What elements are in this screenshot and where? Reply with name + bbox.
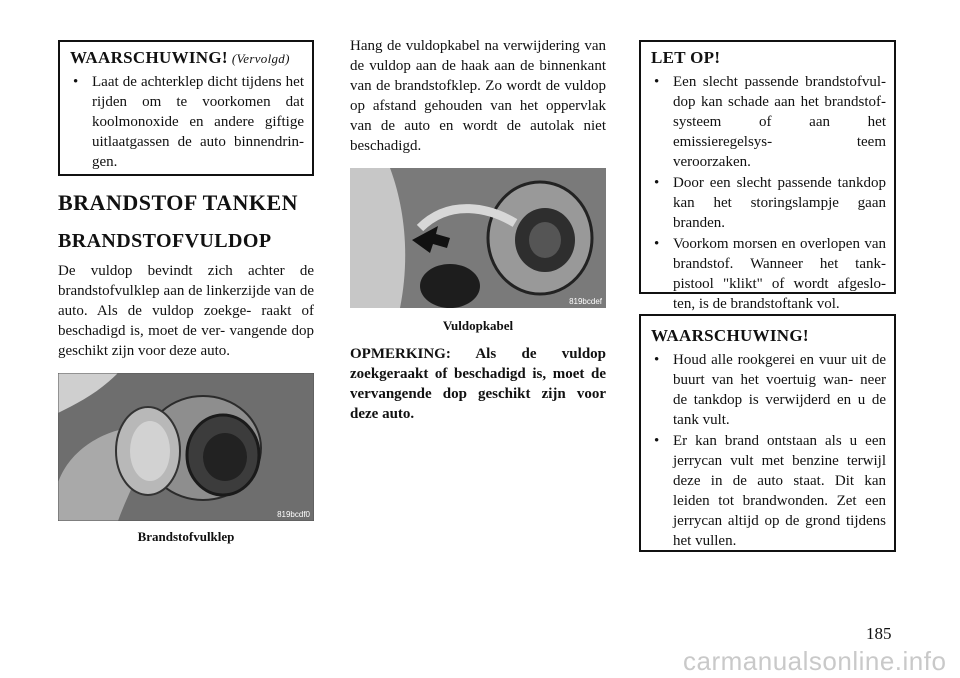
continued-label: (Vervolgd)	[231, 51, 290, 66]
body-paragraph: Hang de vuldopkabel na verwijdering van de vuldop aan de haak aan de binnenkant van de brandstofklep. Zo wordt de vuldop op afstand gehouden van het oppervlak van de auto en wordt de autolak niet beschadigd.	[350, 38, 606, 154]
warning-item: • Er kan brand ontstaan als u een jerrycan vult met benzine terwijl deze in de auto staat. Dit kan leiden tot brandwonden. Zet een jerrycan altijd op de grond tijdens het vullen.	[651, 431, 886, 551]
warning-title: WAARSCHUWING! (Vervolgd)	[70, 48, 290, 67]
caution-item: • Door een slecht passende tankdop kan het storingslampje gaan branden.	[651, 173, 886, 233]
page-number: 185	[866, 624, 892, 643]
warning-title: WAARSCHUWING!	[651, 326, 809, 345]
figure-fuel-cap-tether	[350, 168, 606, 308]
fuel-cap-tether-illustration	[350, 168, 606, 308]
figure-code: 819bcdef	[569, 297, 602, 306]
column-3	[639, 40, 896, 552]
warning-box-continued	[58, 40, 314, 176]
column-2	[350, 36, 606, 424]
figure-caption: Brandstofvulklep	[137, 529, 235, 544]
figure-code: 819bcdf0	[277, 510, 310, 519]
note-paragraph: OPMERKING: Als de vuldop zoekgeraakt of beschadigd is, moet de vervangende dop geschikt zijn voor deze auto.	[350, 346, 606, 422]
warning-box	[639, 314, 896, 552]
body-paragraph: De vuldop bevindt zich achter de brandstofvulklep aan de linkerzijde van de auto. Als de vuldop zoekge- raakt of beschadigd is, moet de ver- vangende dop geschikt zijn voor deze auto.	[58, 263, 314, 359]
subsection-heading: BRANDSTOFVULDOP	[58, 230, 272, 252]
caution-item: • Voorkom morsen en overlopen van brandstof. Wanneer het tank- pistool "klikt" of wordt afgeslo- ten, is de brandstoftank vol.	[651, 234, 886, 314]
caution-item: • Een slecht passende brandstofvul- dop kan schade aan het brandstof- systeem of aan het emissieregelsys- teem veroorzaken.	[651, 72, 886, 172]
caution-box	[639, 40, 896, 312]
column-1	[58, 40, 314, 545]
fuel-door-illustration	[58, 373, 314, 521]
figure-caption: Vuldopkabel	[442, 318, 514, 333]
figure-fuel-door	[58, 373, 314, 521]
section-heading: BRANDSTOF TANKEN	[58, 190, 299, 215]
warning-item: • Houd alle rookgerei en vuur uit de buurt van het voertuig wan- neer de tankdop is verwijderd en u de tank vult.	[651, 350, 886, 430]
caution-title: LET OP!	[651, 48, 721, 67]
warning-item: • Laat de achterklep dicht tijdens het rijden om te voorkomen dat koolmonoxide en andere giftige uitlaatgassen de auto binnendrin- gen.	[70, 72, 304, 172]
footer-watermark: carmanualsonline.info	[683, 646, 947, 676]
